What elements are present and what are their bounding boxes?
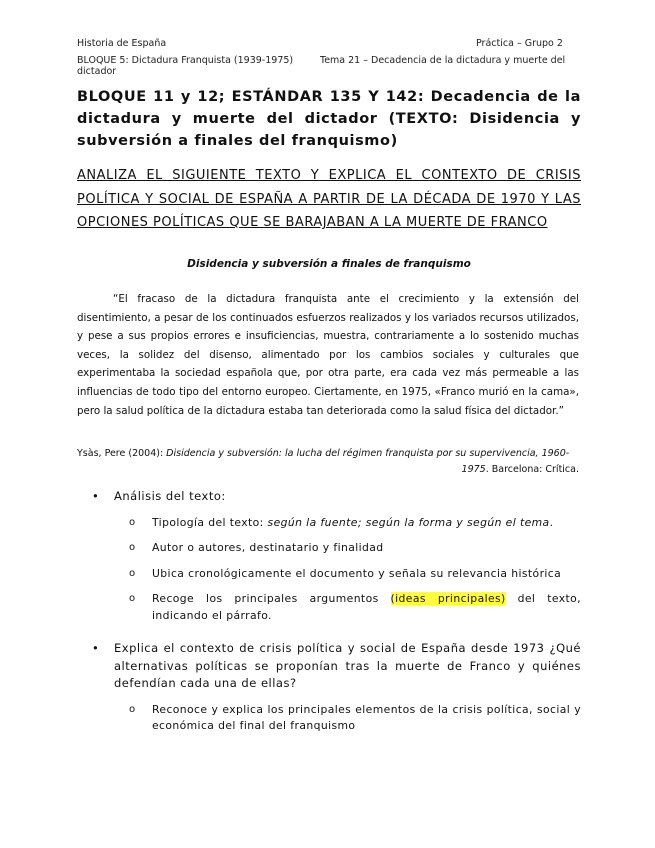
sub-list (114, 515, 581, 625)
quoted-text: “El fracaso de la dictadura franquista ante el crecimiento y la extensión del disentimiento, a pesar de los continuados esfuerzos realizados y los variados recursos utilizados, y pese a sus propios errores e insuficiencias, muestra, contrariamente a lo sostenido muchas veces, la solidez del disenso, alimentado por los cambios sociales y culturales que experimentaba la sociedad española que, por otra parte, era cada vez más permeable a las influencias de todo tipo del entorno europeo. Ciertamente, en 1975, «Franco murió en la cama», pero la salud política de la dictadura estaba tan deteriorada como la salud física del dictador.” (77, 293, 579, 417)
sub-list-item (114, 515, 581, 532)
list-item (77, 488, 581, 624)
sub-list (114, 702, 581, 735)
item-label: Explica el contexto de crisis política y social de España desde 1973 ¿Qué alternativas políticas se proponían tras la muerte de Franco y quiénes defendían cada una de ellas? (114, 641, 581, 690)
header-tema: Tema 21 – Decadencia de la dictadura y muerte del (320, 55, 566, 66)
reference-book-title: Disidencia y subversión: la lucha del régimen franquista por su supervivencia, 1960- (166, 448, 570, 459)
sub-item-text: Recoge los principales argumentos (152, 592, 391, 605)
reference-book-year: 1975 (461, 464, 486, 475)
sub-item-suffix: del texto, indicando el párrafo. (152, 592, 582, 622)
sub-list-item (114, 566, 581, 583)
header-tema-continued: dictador (77, 66, 117, 77)
highlighted-text: (ideas principales) (390, 592, 506, 605)
task-statement: ANALIZA EL SIGUIENTE TEXTO Y EXPLICA EL CONTEXTO DE CRISIS POLÍTICA Y SOCIAL DE ESPAÑA A PARTIR DE LA DÉCADA DE 1970 Y LAS OPCIONES POLÍTICAS QUE SE BARAJABAN A LA MUERTE DE FRANCO (77, 168, 581, 230)
bibliographic-reference (77, 446, 579, 478)
document-title: BLOQUE 11 y 12; ESTÁNDAR 135 Y 142: Decadencia de la dictadura y muerte del dictador (TEXTO: Disidencia y subversión a finales del franquismo) (77, 89, 581, 149)
sub-item-suffix: . (549, 515, 554, 529)
circle-bullet-icon: o (129, 567, 136, 579)
activity-list (77, 488, 581, 735)
sub-item-text: Tipología del texto: (152, 515, 268, 529)
header-group: Práctica – Grupo 2 (476, 38, 563, 49)
sub-list-item (114, 702, 581, 735)
item-label: Análisis del texto: (114, 489, 226, 503)
sub-item-text: Autor o autores, destinatario y finalidad (152, 541, 384, 554)
header-subject: Historia de España (77, 38, 167, 49)
sub-item-italic: según la fuente; según la forma y según el tema (267, 515, 550, 529)
text-title: Disidencia y subversión a finales de franquismo (187, 258, 471, 270)
circle-bullet-icon: o (129, 703, 136, 715)
reference-author: Ysàs, Pere (2004): (77, 448, 167, 459)
circle-bullet-icon: o (129, 516, 136, 528)
bullet-icon: • (92, 489, 100, 503)
list-item (77, 640, 581, 735)
sub-list-item (114, 540, 581, 557)
header-bloque: BLOQUE 5: Dictadura Franquista (1939-1975) (77, 55, 294, 66)
bullet-icon: • (92, 641, 100, 655)
sub-item-text: Ubica cronológicamente el documento y señala su relevancia histórica (152, 566, 562, 580)
sub-list-item (114, 591, 581, 624)
sub-item-text: Reconoce y explica los principales elementos de la crisis política, social y económica del final del franquismo (152, 702, 581, 732)
circle-bullet-icon: o (129, 593, 136, 604)
reference-line-1 (77, 446, 579, 462)
circle-bullet-icon: o (129, 542, 136, 553)
reference-publisher: . Barcelona: Crítica. (485, 464, 579, 475)
